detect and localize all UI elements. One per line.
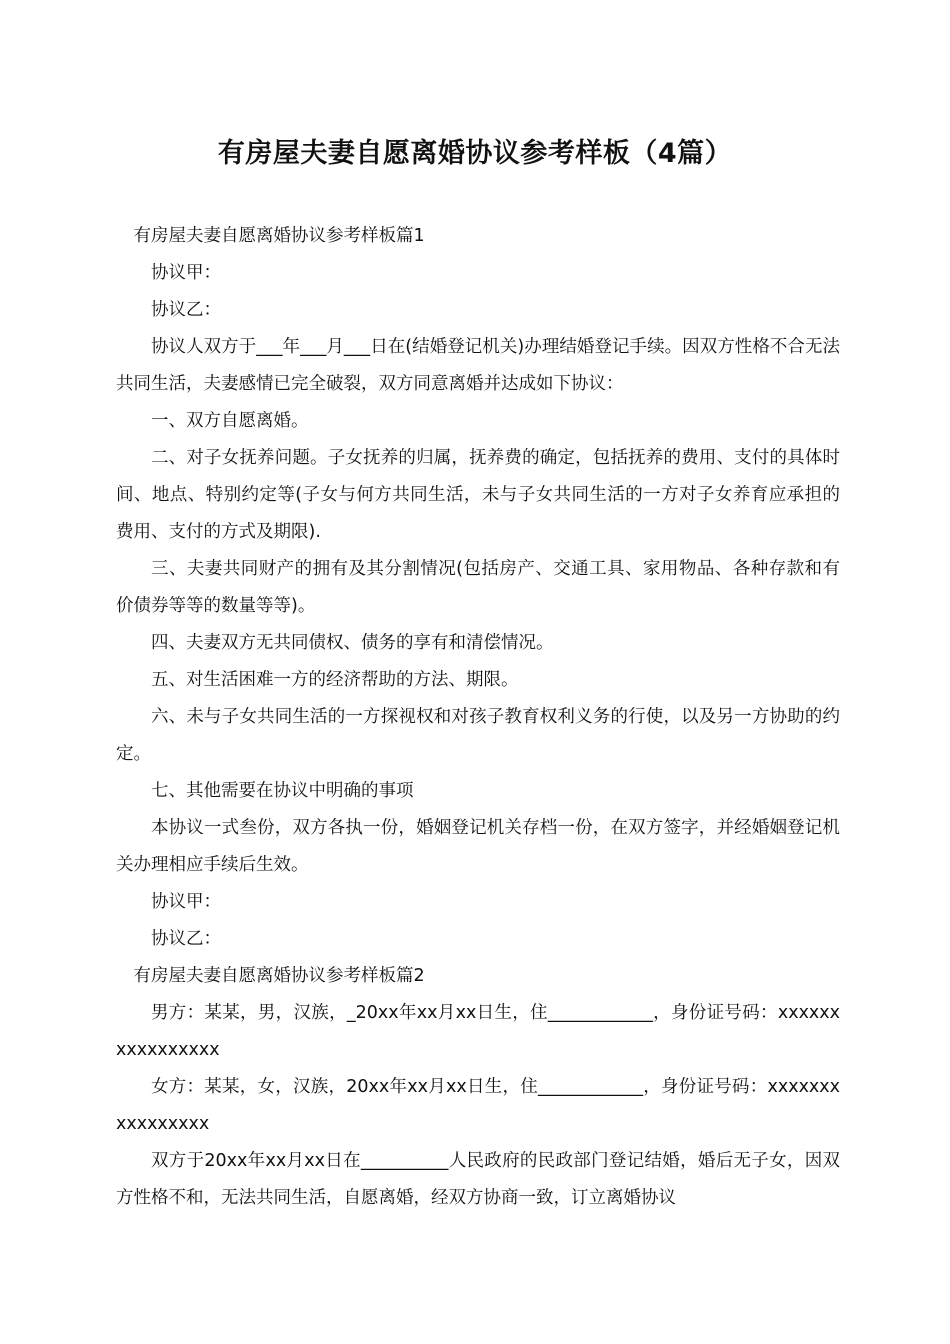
paragraph: 女方：某某，女，汉族，20xx年xx月xx日生，住____________，身份证号码：xxxxxxxxxxxxxxxx: [116, 1077, 840, 1134]
document-body: [116, 218, 840, 1217]
paragraph: 本协议一式叁份，双方各执一份，婚姻登记机关存档一份，在双方签字，并经婚姻登记机关办理相应手续后生效。: [116, 818, 840, 875]
paragraph: 协议乙：: [151, 929, 221, 949]
paragraph: 协议人双方于___年___月___日在(结婚登记机关)办理结婚登记手续。因双方性格不合无法共同生活，夫妻感情已完全破裂，双方同意离婚并达成如下协议：: [116, 337, 840, 394]
paragraph: 三、夫妻共同财产的拥有及其分割情况(包括房产、交通工具、家用物品、各种存款和有价债券等等的数量等等)。: [116, 559, 840, 616]
section-heading: 有房屋夫妻自愿离婚协议参考样板篇2: [133, 966, 425, 986]
document-title: 有房屋夫妻自愿离婚协议参考样板（4篇）: [217, 138, 733, 169]
paragraph: 男方：某某，男，汉族，_20xx年xx月xx日生，住____________，身份证号码：xxxxxxxxxxxxxxxx: [116, 1003, 840, 1060]
paragraph: 协议甲：: [151, 892, 221, 912]
paragraph: 协议甲：: [151, 263, 221, 283]
paragraph: 四、夫妻双方无共同债权、债务的享有和清偿情况。: [151, 633, 554, 653]
paragraph: 双方于20xx年xx月xx日在__________人民政府的民政部门登记结婚，婚后无子女，因双方性格不和，无法共同生活，自愿离婚，经双方协商一致，订立离婚协议: [116, 1151, 840, 1208]
paragraph: 一、双方自愿离婚。: [151, 411, 309, 431]
paragraph: 二、对子女抚养问题。子女抚养的归属，抚养费的确定，包括抚养的费用、支付的具体时间、地点、特别约定等(子女与何方共同生活，未与子女共同生活的一方对子女养育应承担的费用、支付的方式及期限).: [116, 448, 840, 542]
paragraph: 五、对生活困难一方的经济帮助的方法、期限。: [151, 670, 519, 690]
paragraph: 六、未与子女共同生活的一方探视权和对孩子教育权利义务的行使，以及另一方协助的约定。: [116, 707, 840, 764]
paragraph: 七、其他需要在协议中明确的事项: [151, 781, 414, 801]
paragraph: 协议乙：: [151, 300, 221, 320]
section-heading: 有房屋夫妻自愿离婚协议参考样板篇1: [133, 226, 425, 246]
